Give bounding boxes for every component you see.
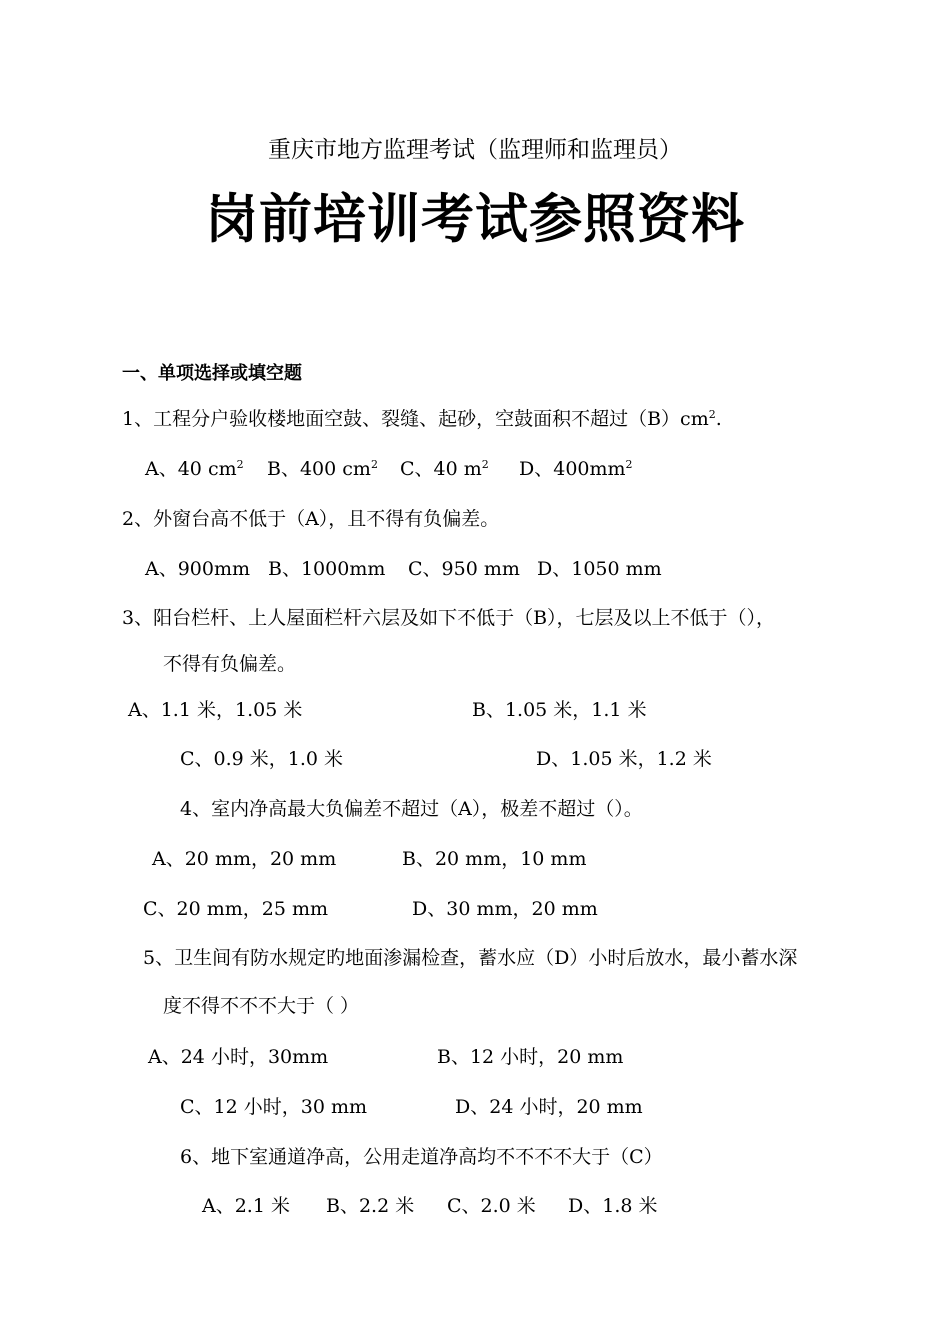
q1-option-b xyxy=(267,457,378,481)
question-1-text: 1、工程分户验收楼地面空鼓、裂缝、起砂，空鼓面积不超过（B）cm xyxy=(122,408,709,430)
section-heading: 一、单项选择或填空题 xyxy=(122,363,302,384)
q1-option-d xyxy=(519,457,633,481)
q3-option-c: C、0.9 米，1.0 米 xyxy=(180,748,344,770)
q2-option-b: B、1000mm xyxy=(268,558,386,580)
question-5-line-1: 5、卫生间有防水规定旳地面渗漏检查，蓄水应（D）小时后放水，最小蓄水深 xyxy=(143,947,798,969)
question-1-sup: 2 xyxy=(708,408,716,421)
q3-option-a: A、1.1 米，1.05 米 xyxy=(128,699,303,721)
q1-option-a-text: A、40 cm xyxy=(145,458,237,480)
question-3-line-1: 3、阳台栏杆、上人屋面栏杆六层及如下不低于（B），七层及以上不低于（）， xyxy=(122,607,776,629)
q6-option-c: C、2.0 米 xyxy=(447,1195,536,1217)
question-2: 2、外窗台高不低于（A），且不得有负偏差。 xyxy=(122,508,500,530)
q5-option-c: C、12 小时，30 mm xyxy=(180,1096,368,1118)
q4-option-c: C、20 mm，25 mm xyxy=(143,898,329,920)
question-1 xyxy=(122,407,722,431)
q6-option-d: D、1.8 米 xyxy=(568,1195,658,1217)
q5-option-d: D、24 小时，20 mm xyxy=(455,1096,643,1118)
q1-option-a-sup: 2 xyxy=(236,458,244,471)
q2-option-d: D、1050 mm xyxy=(537,558,662,580)
document-title: 岗前培训考试参照资料 xyxy=(205,189,745,250)
q1-option-a xyxy=(145,457,244,481)
q5-option-a: A、24 小时，30mm xyxy=(148,1046,329,1068)
q1-option-b-text: B、400 cm xyxy=(267,458,371,480)
q4-option-a: A、20 mm，20 mm xyxy=(152,848,337,870)
q1-option-d-text: D、400mm xyxy=(519,458,626,480)
q1-option-c-text: C、40 m xyxy=(400,458,482,480)
q1-option-c-sup: 2 xyxy=(481,458,489,471)
document-subtitle: 重庆市地方监理考试（监理师和监理员） xyxy=(268,137,682,163)
q1-option-c xyxy=(400,457,489,481)
q3-option-b: B、1.05 米，1.1 米 xyxy=(472,699,647,721)
question-4: 4、室内净高最大负偏差不超过（A），极差不超过（）。 xyxy=(180,798,643,820)
q5-option-b: B、12 小时，20 mm xyxy=(437,1046,624,1068)
q6-option-b: B、2.2 米 xyxy=(326,1195,415,1217)
question-3-line-2: 不得有负偏差。 xyxy=(163,653,297,675)
q2-option-a: A、900mm xyxy=(145,558,251,580)
q4-option-b: B、20 mm，10 mm xyxy=(402,848,587,870)
q4-option-d: D、30 mm，20 mm xyxy=(412,898,598,920)
q2-option-c: C、950 mm xyxy=(408,558,520,580)
q1-option-b-sup: 2 xyxy=(370,458,378,471)
q3-option-d: D、1.05 米，1.2 米 xyxy=(536,748,712,770)
question-5-line-2: 度不得不不不大于（ ） xyxy=(163,995,360,1017)
q1-option-d-sup: 2 xyxy=(625,458,633,471)
question-1-tail: . xyxy=(715,408,722,430)
question-6: 6、地下室通道净高，公用走道净高均不不不不大于（C） xyxy=(180,1146,663,1168)
q6-option-a: A、2.1 米 xyxy=(202,1195,290,1217)
